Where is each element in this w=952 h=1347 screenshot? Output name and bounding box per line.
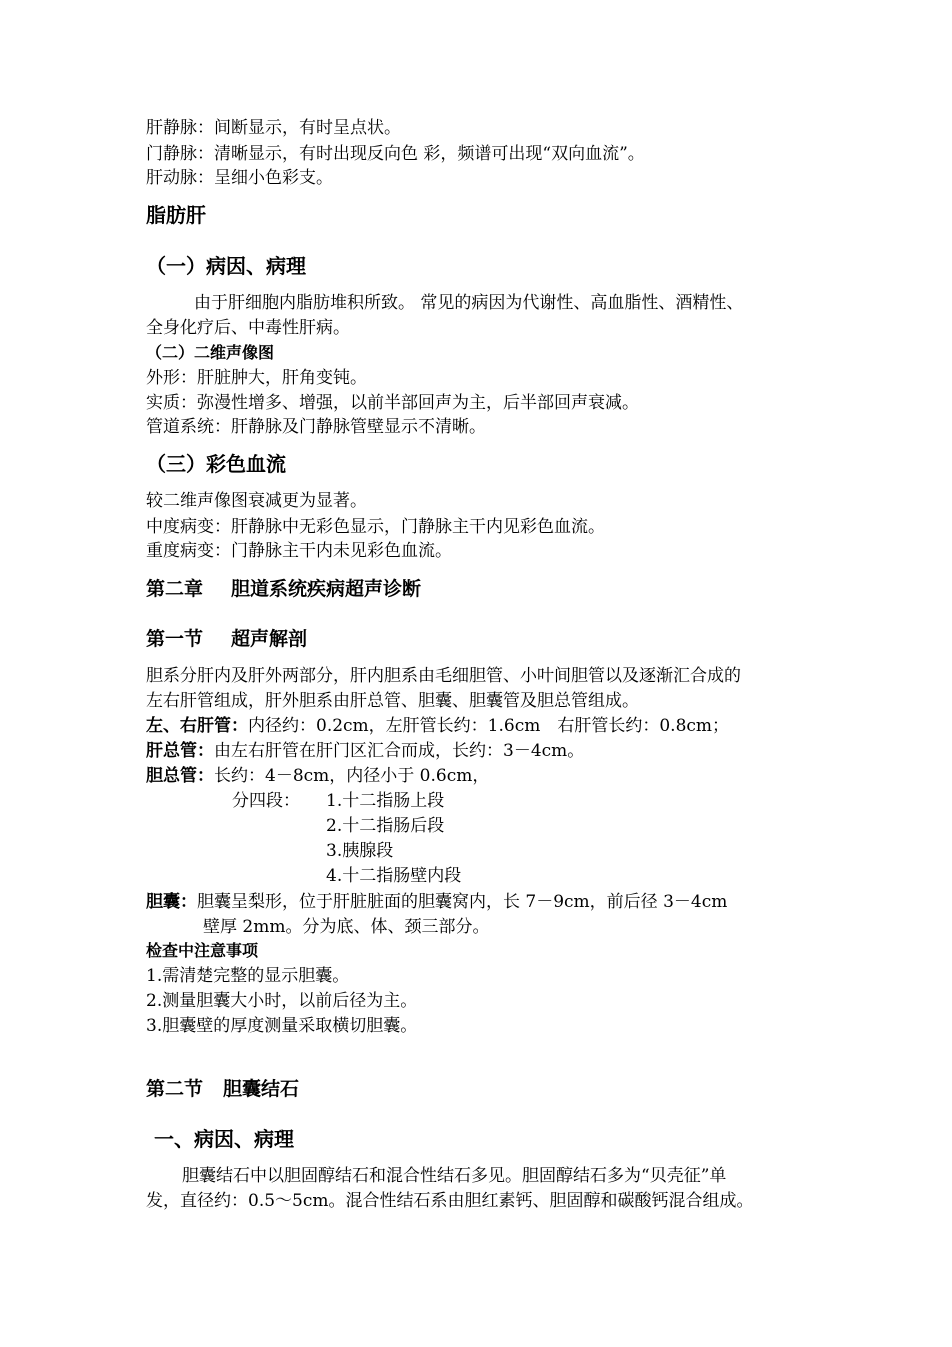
text-line: 全身化疗后、中毒性肝病。 [146, 318, 350, 338]
text-line: 肝静脉：间断显示，有时呈点状。 [146, 118, 401, 138]
segment-label: 分四段： [232, 791, 300, 811]
term-label: 胆总管： [146, 766, 214, 786]
text-line: 管道系统：肝静脉及门静脉管壁显示不清晰。 [146, 417, 486, 437]
text-line: 中度病变：肝静脉中无彩色显示，门静脉主干内见彩色血流。 [146, 517, 605, 537]
term-label: 左、右肝管： [146, 716, 248, 736]
text-line: 较二维声像图衰减更为显著。 [146, 491, 367, 511]
text-line: 实质：弥漫性增多、增强，以前半部回声为主，后半部回声衰减。 [146, 393, 639, 413]
text-line: 左右肝管组成，肝外胆系由肝总管、胆囊、胆囊管及胆总管组成。 [146, 691, 639, 711]
section-title: 胆囊结石 [223, 1078, 300, 1100]
section-heading [146, 628, 307, 650]
heading-fatty-liver: 脂肪肝 [146, 203, 206, 227]
definition-line [146, 891, 727, 913]
list-item: 2.十二指肠后段 [326, 816, 445, 836]
definition-line [146, 765, 489, 787]
section-number: 第二节 [146, 1078, 204, 1100]
list-item: 4.十二指肠壁内段 [326, 866, 462, 886]
chapter-heading [146, 578, 421, 600]
definition-line [146, 715, 729, 737]
text-line: 外形：肝脏肿大，肝角变钝。 [146, 368, 367, 388]
term-text: 内径约：0.2cm，左肝管长约：1.6cm 右肝管长约：0.8cm； [248, 716, 730, 736]
term-text: 胆囊呈梨形，位于肝脏脏面的胆囊窝内，长 7－9cm，前后径 3－4cm [197, 892, 728, 912]
chapter-number: 第二章 [146, 578, 204, 600]
list-item: 3.胰腺段 [326, 841, 394, 861]
heading-2d-image: （二）二维声像图 [146, 343, 275, 362]
term-text: 长约：4－8cm，内径小于 0.6cm， [214, 766, 490, 786]
text-line: 门静脉：清晰显示，有时出现反向色 彩，频谱可出现“双向血流”。 [146, 144, 645, 164]
text-line: 发，直径约：0.5～5cm。混合性结石系由胆红素钙、胆固醇和碳酸钙混合组成。 [146, 1191, 754, 1211]
text-line: 胆系分肝内及肝外两部分，肝内胆系由毛细胆管、小叶间胆管以及逐渐汇合成的 [146, 666, 741, 686]
term-label: 肝总管： [146, 741, 214, 761]
term-text: 由左右肝管在肝门区汇合而成，长约：3－4cm。 [214, 741, 585, 761]
text-line: 壁厚 2mm。分为底、体、颈三部分。 [203, 917, 490, 937]
heading-cause: （一）病因、病理 [146, 254, 306, 278]
term-label: 胆囊： [146, 892, 197, 912]
list-item: 3.胆囊壁的厚度测量采取横切胆囊。 [146, 1016, 418, 1036]
heading-notes: 检查中注意事项 [146, 941, 259, 960]
section-title: 超声解剖 [231, 628, 308, 650]
heading-color-flow: （三）彩色血流 [146, 452, 286, 476]
definition-line [146, 740, 584, 762]
list-item: 1.十二指肠上段 [326, 791, 445, 811]
chapter-title: 胆道系统疾病超声诊断 [231, 578, 422, 600]
heading-cause: 一、病因、病理 [154, 1127, 294, 1151]
text-line: 重度病变：门静脉主干内未见彩色血流。 [146, 541, 452, 561]
text-line: 胆囊结石中以胆固醇结石和混合性结石多见。胆固醇结石多为“贝壳征”单 [182, 1166, 727, 1186]
text-line: 肝动脉：呈细小色彩支。 [146, 168, 333, 188]
list-item: 1.需清楚完整的显示胆囊。 [146, 966, 350, 986]
section-number: 第一节 [146, 628, 204, 650]
text-line: 由于肝细胞内脂肪堆积所致。 常见的病因为代谢性、高血脂性、酒精性、 [194, 293, 744, 313]
section-heading [146, 1078, 299, 1100]
list-item: 2.测量胆囊大小时，以前后径为主。 [146, 991, 418, 1011]
